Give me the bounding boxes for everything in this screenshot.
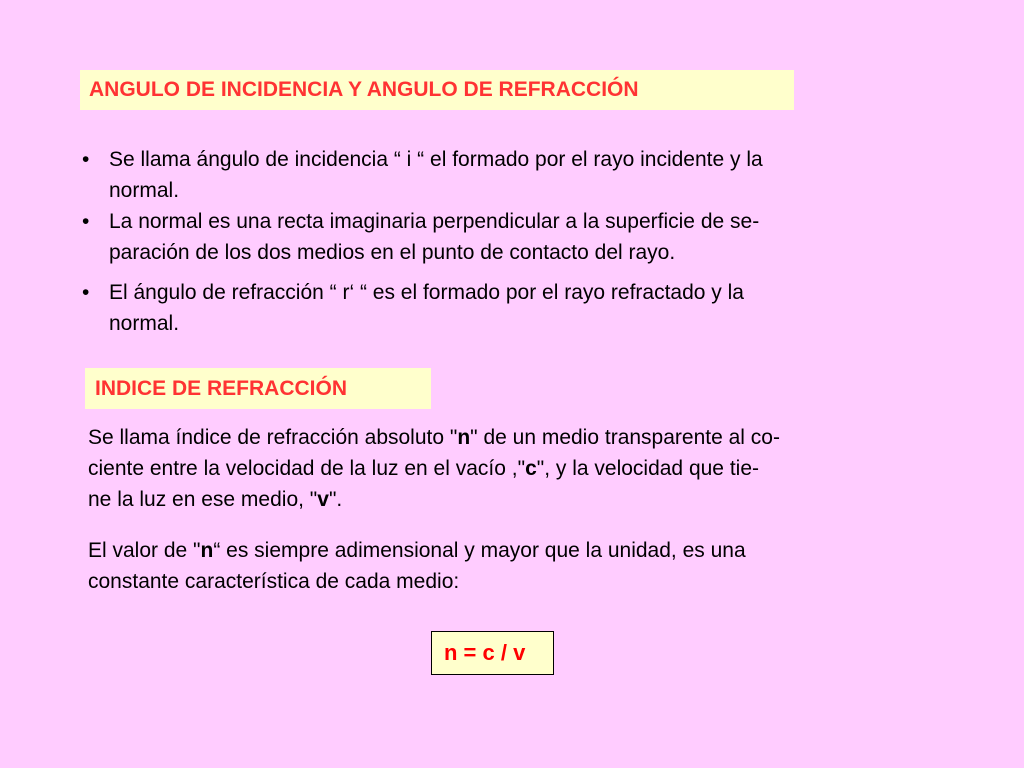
symbol-n: n bbox=[200, 539, 214, 562]
formula-box bbox=[431, 631, 554, 675]
list-item bbox=[80, 277, 960, 339]
symbol-n: n bbox=[457, 426, 471, 449]
list-item-line: La normal es una recta imaginaria perpendicular a la superficie de se- bbox=[109, 210, 760, 233]
list-item-line: El ángulo de refracción “ r‘ “ es el formado por el rayo refractado y la bbox=[109, 281, 744, 304]
bullet-icon: • bbox=[82, 281, 90, 304]
symbol-c: c bbox=[525, 457, 537, 480]
list-item bbox=[80, 206, 960, 268]
definitions-list bbox=[80, 144, 960, 339]
section-title-index bbox=[85, 368, 431, 409]
symbol-v: v bbox=[317, 488, 329, 511]
section-title-angles-text: ANGULO DE INCIDENCIA Y ANGULO DE REFRACCIÓN bbox=[89, 78, 639, 101]
text-run: El valor de " bbox=[88, 539, 201, 562]
bullet-icon: • bbox=[82, 210, 90, 233]
list-item-line: normal. bbox=[109, 179, 180, 202]
text-run: ne la luz en ese medio, " bbox=[88, 488, 318, 511]
list-item-line: paración de los dos medios en el punto de contacto del rayo. bbox=[109, 241, 676, 264]
text-run: ". bbox=[328, 488, 343, 511]
refraction-index-property bbox=[88, 535, 948, 597]
formula-text: n = c / v bbox=[444, 640, 526, 665]
text-run: constante característica de cada medio: bbox=[88, 570, 460, 593]
list-item-line: Se llama ángulo de incidencia “ i “ el formado por el rayo incidente y la bbox=[109, 148, 763, 171]
section-title-index-text: INDICE DE REFRACCIÓN bbox=[95, 377, 348, 400]
list-item bbox=[80, 144, 960, 206]
list-item-line: normal. bbox=[109, 312, 180, 335]
text-run: “ es siempre adimensional y mayor que la unidad, es una bbox=[213, 539, 746, 562]
section-title-angles bbox=[80, 70, 794, 110]
text-run: ", y la velocidad que tie- bbox=[536, 457, 759, 480]
bullet-icon: • bbox=[82, 148, 90, 171]
refraction-index-definition bbox=[88, 422, 948, 515]
text-run: ciente entre la velocidad de la luz en el vacío ," bbox=[88, 457, 526, 480]
text-run: " de un medio transparente al co- bbox=[470, 426, 780, 449]
text-run: Se llama índice de refracción absoluto " bbox=[88, 426, 458, 449]
